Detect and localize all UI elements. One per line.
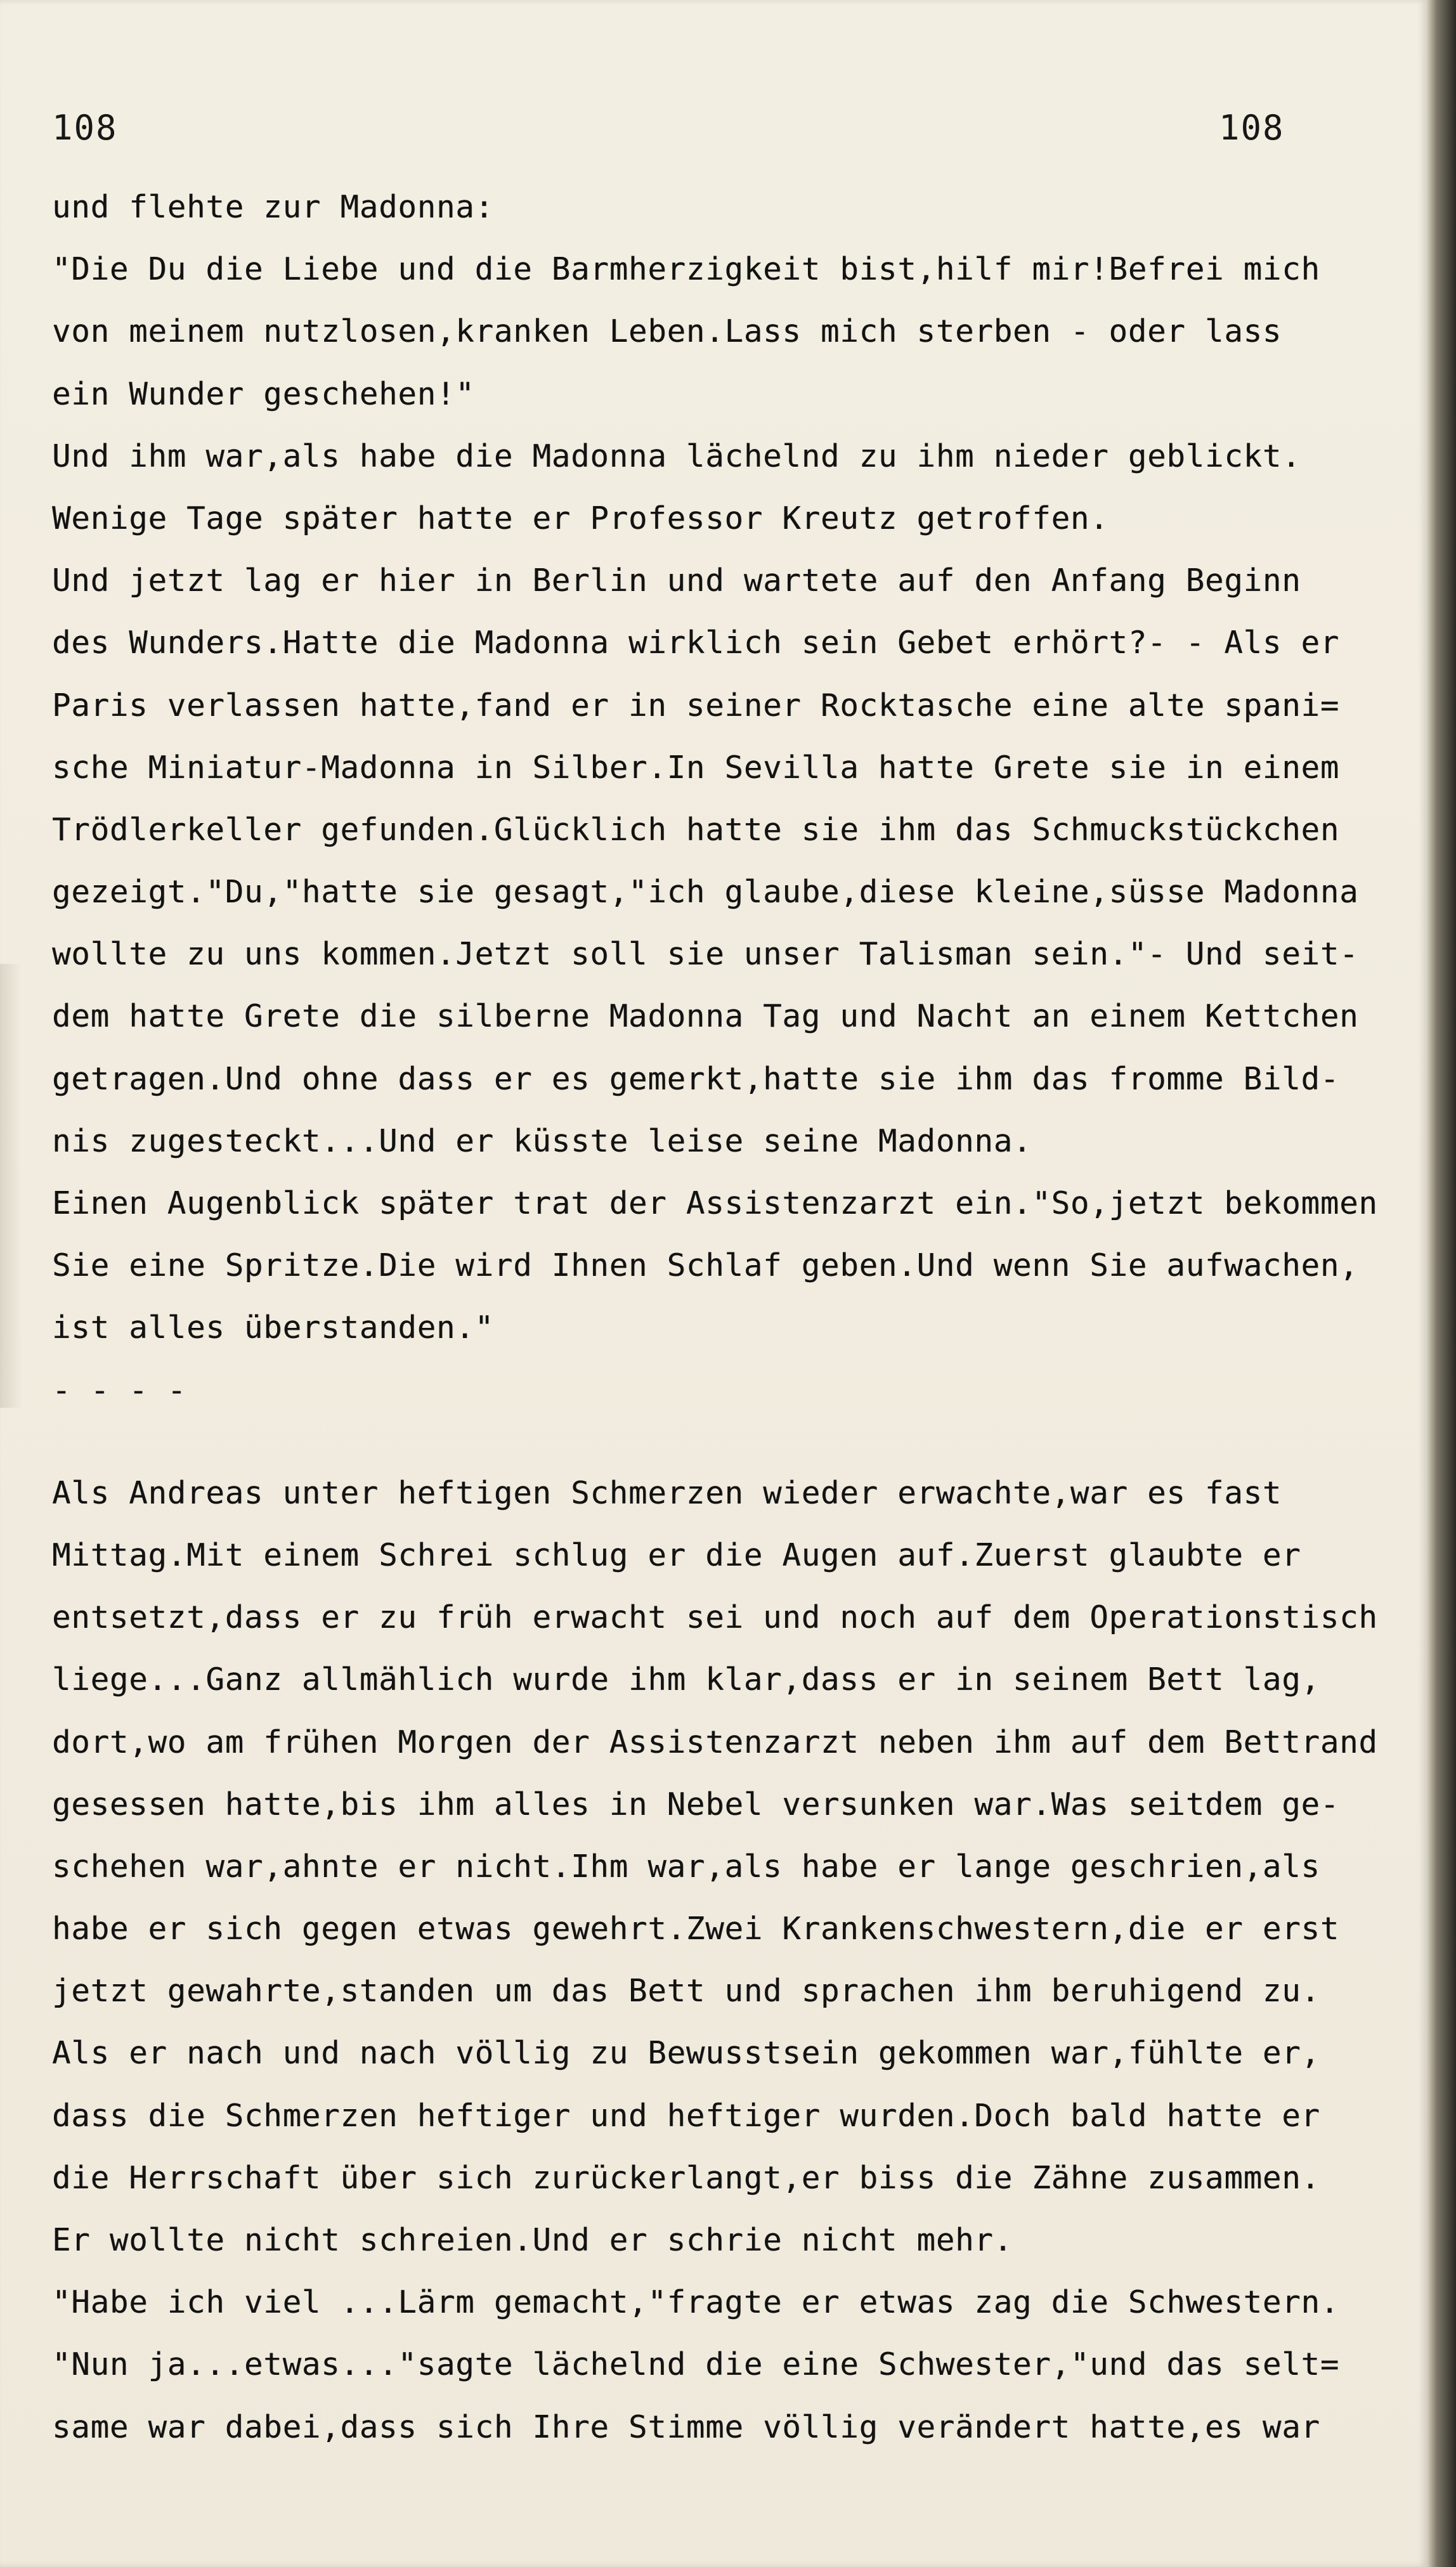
text-line: Er wollte nicht schreien.Und er schrie nicht mehr. <box>52 2222 1013 2258</box>
page-fold-shadow <box>0 964 22 1408</box>
text-line: Als er nach und nach völlig zu Bewusstsein gekommen war,fühlte er, <box>52 2035 1320 2072</box>
text-line: gesessen hatte,bis ihm alles in Nebel versunken war.Was seitdem ge- <box>52 1786 1340 1823</box>
text-line: ein Wunder geschehen!" <box>52 375 475 412</box>
scan-edge-shadow <box>1427 0 1456 2567</box>
text-line: von meinem nutzlosen,kranken Leben.Lass mich sterben - oder lass <box>52 313 1282 350</box>
text-line: die Herrschaft über sich zurückerlangt,er biss die Zähne zusammen. <box>52 2159 1320 2196</box>
blank-line <box>52 1422 1390 1462</box>
page-number-left: 108 <box>52 108 118 148</box>
text-line: Sie eine Spritze.Die wird Ihnen Schlaf geben.Und wenn Sie aufwachen, <box>52 1247 1359 1284</box>
text-line: "Habe ich viel ...Lärm gemacht,"fragte er etwas zag die Schwestern. <box>52 2284 1340 2321</box>
text-line: des Wunders.Hatte die Madonna wirklich sein Gebet erhört?- - Als er <box>52 625 1340 661</box>
text-line: Paris verlassen hatte,fand er in seiner Rocktasche eine alte spani= <box>52 687 1340 724</box>
text-line: dass die Schmerzen heftiger und heftiger wurden.Doch bald hatte er <box>52 2097 1320 2134</box>
typed-text-body <box>52 176 1390 2459</box>
text-line: habe er sich gegen etwas gewehrt.Zwei Krankenschwestern,die er erst <box>52 1911 1340 1947</box>
text-line: ist alles überstanden." <box>52 1309 494 1346</box>
text-line: schehen war,ahnte er nicht.Ihm war,als habe er lange geschrien,als <box>52 1848 1320 1885</box>
text-line: Und ihm war,als habe die Madonna lächelnd zu ihm nieder geblickt. <box>52 438 1301 474</box>
text-line: entsetzt,dass er zu früh erwacht sei und noch auf dem Operationstisch <box>52 1599 1378 1636</box>
text-line: Mittag.Mit einem Schrei schlug er die Augen auf.Zuerst glaubte er <box>52 1537 1301 1573</box>
section-separator: - - - - <box>52 1372 187 1408</box>
text-line: same war dabei,dass sich Ihre Stimme völlig verändert hatte,es war <box>52 2408 1320 2445</box>
text-line: jetzt gewahrte,standen um das Bett und sprachen ihm beruhigend zu. <box>52 1973 1320 2010</box>
text-line: Trödlerkeller gefunden.Glücklich hatte sie ihm das Schmuckstückchen <box>52 811 1340 848</box>
text-line: sche Miniatur-Madonna in Silber.In Sevilla hatte Grete sie in einem <box>52 749 1340 786</box>
text-line: liege...Ganz allmählich wurde ihm klar,dass er in seinem Bett lag, <box>52 1661 1320 1698</box>
text-line: und flehte zur Madonna: <box>52 189 494 225</box>
text-line: Und jetzt lag er hier in Berlin und wartete auf den Anfang Beginn <box>52 562 1301 599</box>
text-line: dem hatte Grete die silberne Madonna Tag und Nacht an einem Kettchen <box>52 998 1359 1035</box>
text-line: "Die Du die Liebe und die Barmherzigkeit bist,hilf mir!Befrei mich <box>52 251 1320 288</box>
text-line: Als Andreas unter heftigen Schmerzen wieder erwachte,war es fast <box>52 1474 1282 1511</box>
text-line: Einen Augenblick später trat der Assistenzarzt ein."So,jetzt bekommen <box>52 1185 1378 1221</box>
text-line: Wenige Tage später hatte er Professor Kreutz getroffen. <box>52 500 1109 536</box>
text-line: gezeigt."Du,"hatte sie gesagt,"ich glaube,diese kleine,süsse Madonna <box>52 874 1359 911</box>
text-line: dort,wo am frühen Morgen der Assistenzarzt neben ihm auf dem Bettrand <box>52 1724 1378 1760</box>
text-line: nis zugesteckt...Und er küsste leise seine Madonna. <box>52 1122 1032 1159</box>
text-line: "Nun ja...etwas..."sagte lächelnd die eine Schwester,"und das selt= <box>52 2346 1340 2383</box>
text-line: wollte zu uns kommen.Jetzt soll sie unser Talisman sein."- Und seit- <box>52 936 1359 973</box>
page-number-right: 108 <box>1219 108 1285 148</box>
text-line: getragen.Und ohne dass er es gemerkt,hatte sie ihm das fromme Bild- <box>52 1060 1340 1097</box>
